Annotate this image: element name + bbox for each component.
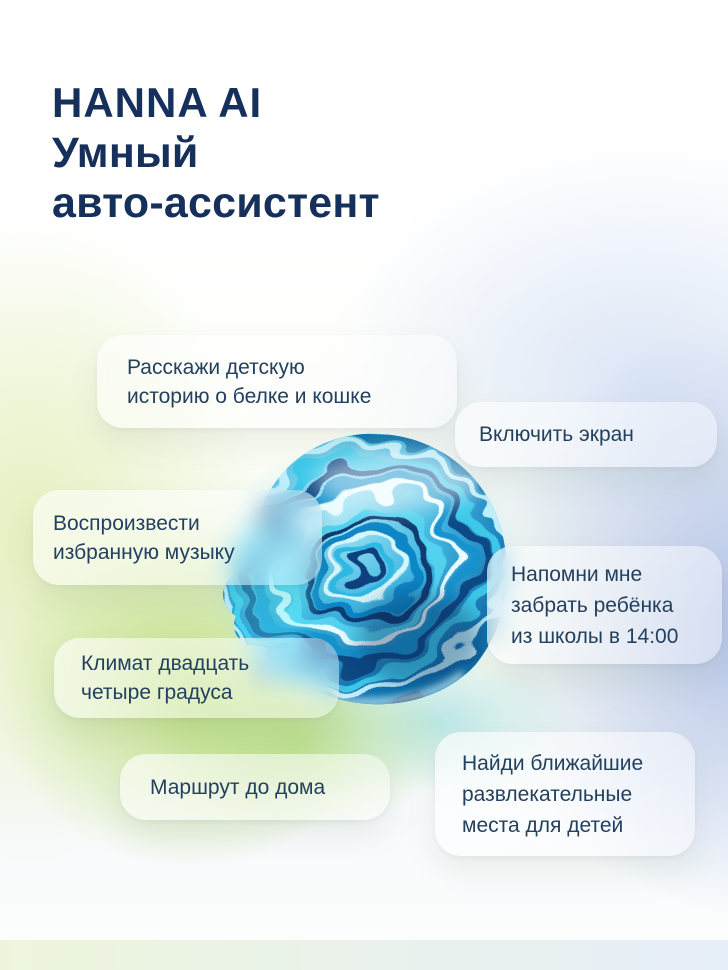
voice-command-text: места для детей [462,813,624,837]
brand-name: HANNA AI [52,79,263,126]
voice-command-text: избранную музыку [53,540,235,564]
voice-command-text: Маршрут до дома [150,775,326,799]
voice-command-text: Расскажи детскую [127,355,305,379]
voice-command-text: из школы в 14:00 [511,624,679,648]
voice-command-text: Найди ближайшие [462,751,644,775]
voice-command-text: Воспроизвести [53,511,200,535]
voice-command-text: четыре градуса [81,681,233,704]
subtitle-line-2: авто-ассистент [52,179,380,227]
voice-command-bubble-route [120,754,390,820]
voice-command-bubble-music [33,490,322,585]
voice-command-text: историю о белке и кошке [127,384,372,408]
page-title [52,78,380,228]
voice-command-text: развлекательные [462,782,633,806]
bottom-gradient-band [0,939,728,970]
voice-command-text: Климат двадцать [81,652,250,675]
voice-command-text: забрать ребёнка [511,593,674,617]
voice-command-bubble-screen [455,402,717,467]
voice-command-text: Включить экран [479,423,634,446]
voice-command-bubble-places [435,732,695,856]
voice-command-text: Напомни мне [511,562,643,586]
voice-command-bubble-climate [54,638,339,718]
voice-command-bubble-remind [487,546,722,664]
subtitle-line-1: Умный [52,129,199,177]
voice-command-bubble-story [97,335,457,428]
